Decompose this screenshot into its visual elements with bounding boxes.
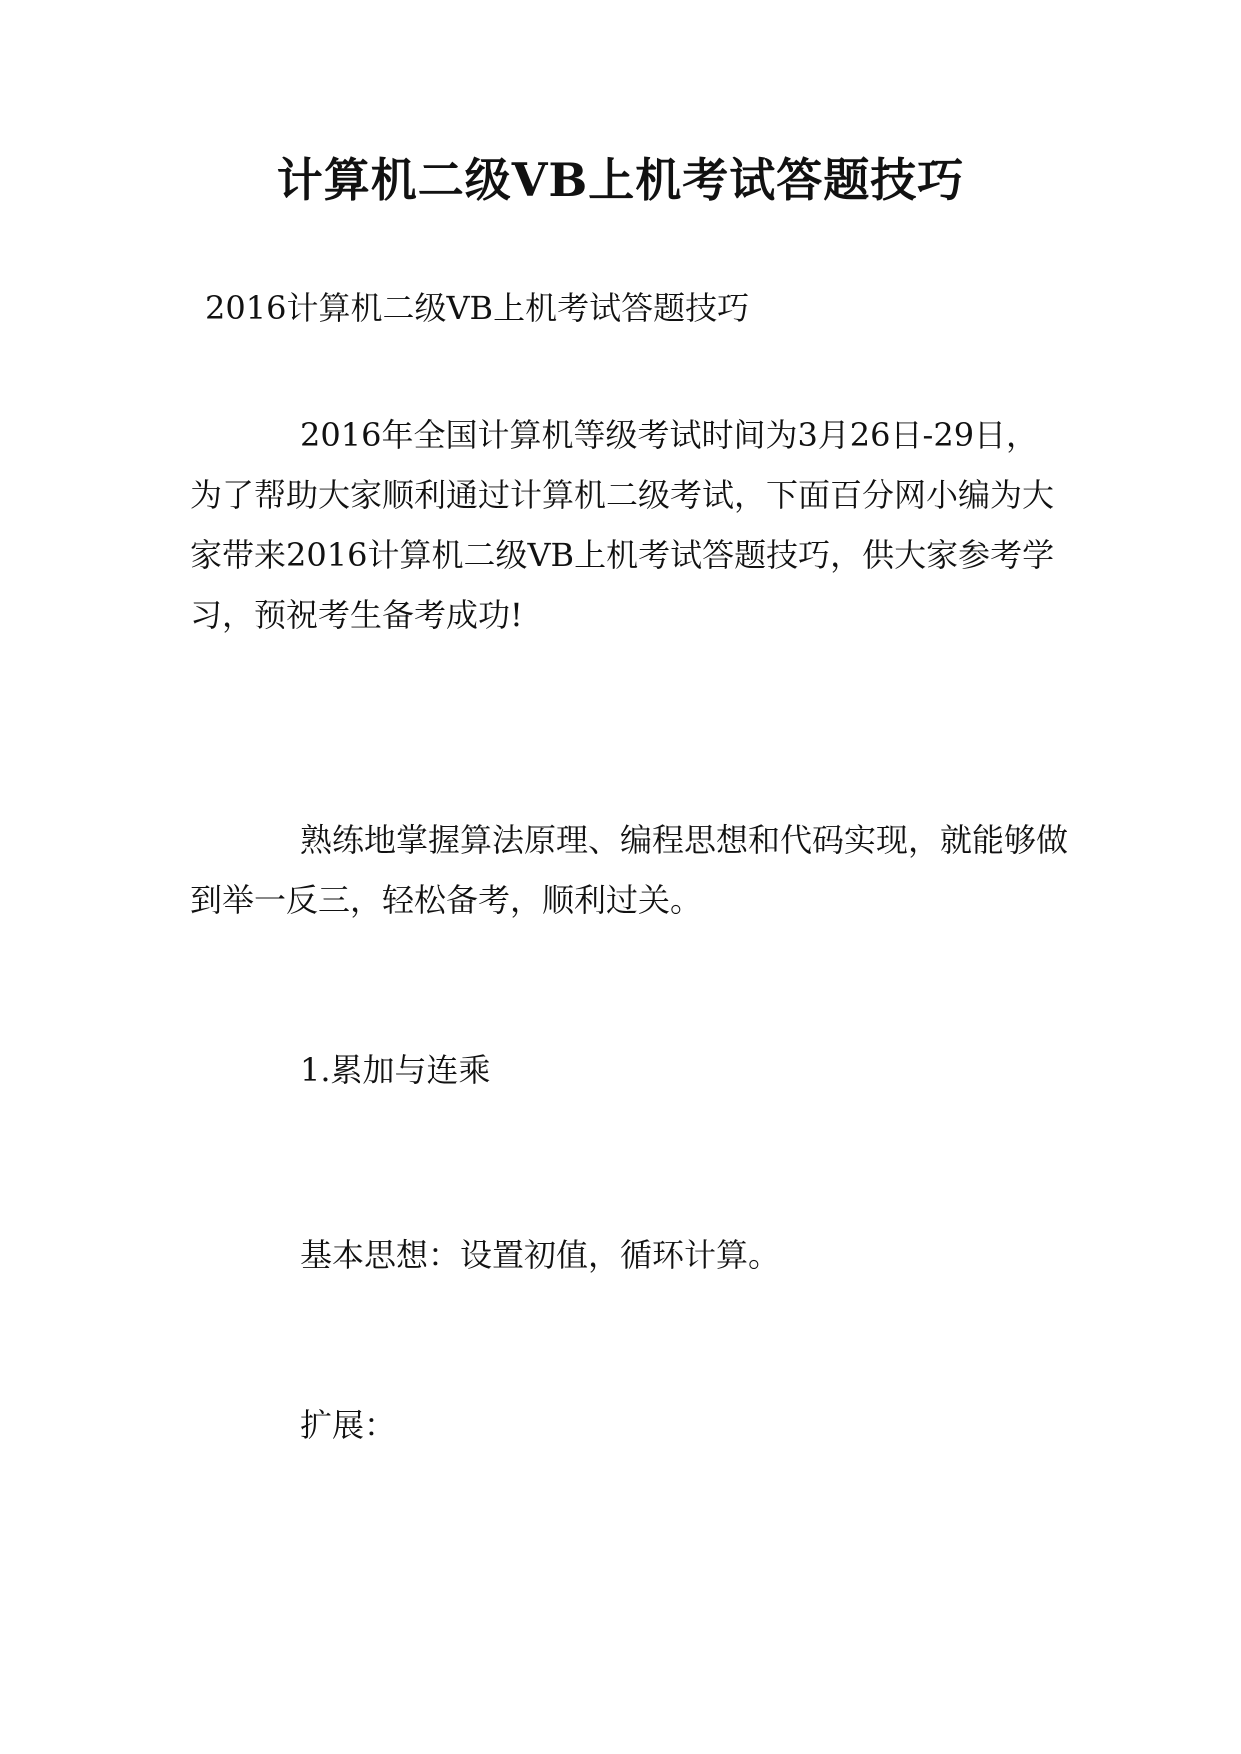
- intro-paragraph: 2016年全国计算机等级考试时间为3月26日-29日，为了帮助大家顺利通过计算机二级考试，下面百分网小编为大家带来2016计算机二级VB上机考试答题技巧，供大家参考学习，预祝考生备考成功!: [190, 416, 1055, 634]
- skill-paragraph: 熟练地掌握算法原理、编程思想和代码实现，就能够做到举一反三，轻松备考，顺利过关。: [190, 821, 1069, 919]
- extension-line: 扩展：: [300, 1406, 397, 1444]
- section-heading-accumulate: 1.累加与连乘: [300, 1051, 491, 1089]
- document-subtitle: 2016计算机二级VB上机考试答题技巧: [205, 289, 750, 327]
- basic-idea-line: 基本思想：设置初值，循环计算。: [300, 1236, 781, 1274]
- document-title: 计算机二级VB上机考试答题技巧: [276, 153, 965, 207]
